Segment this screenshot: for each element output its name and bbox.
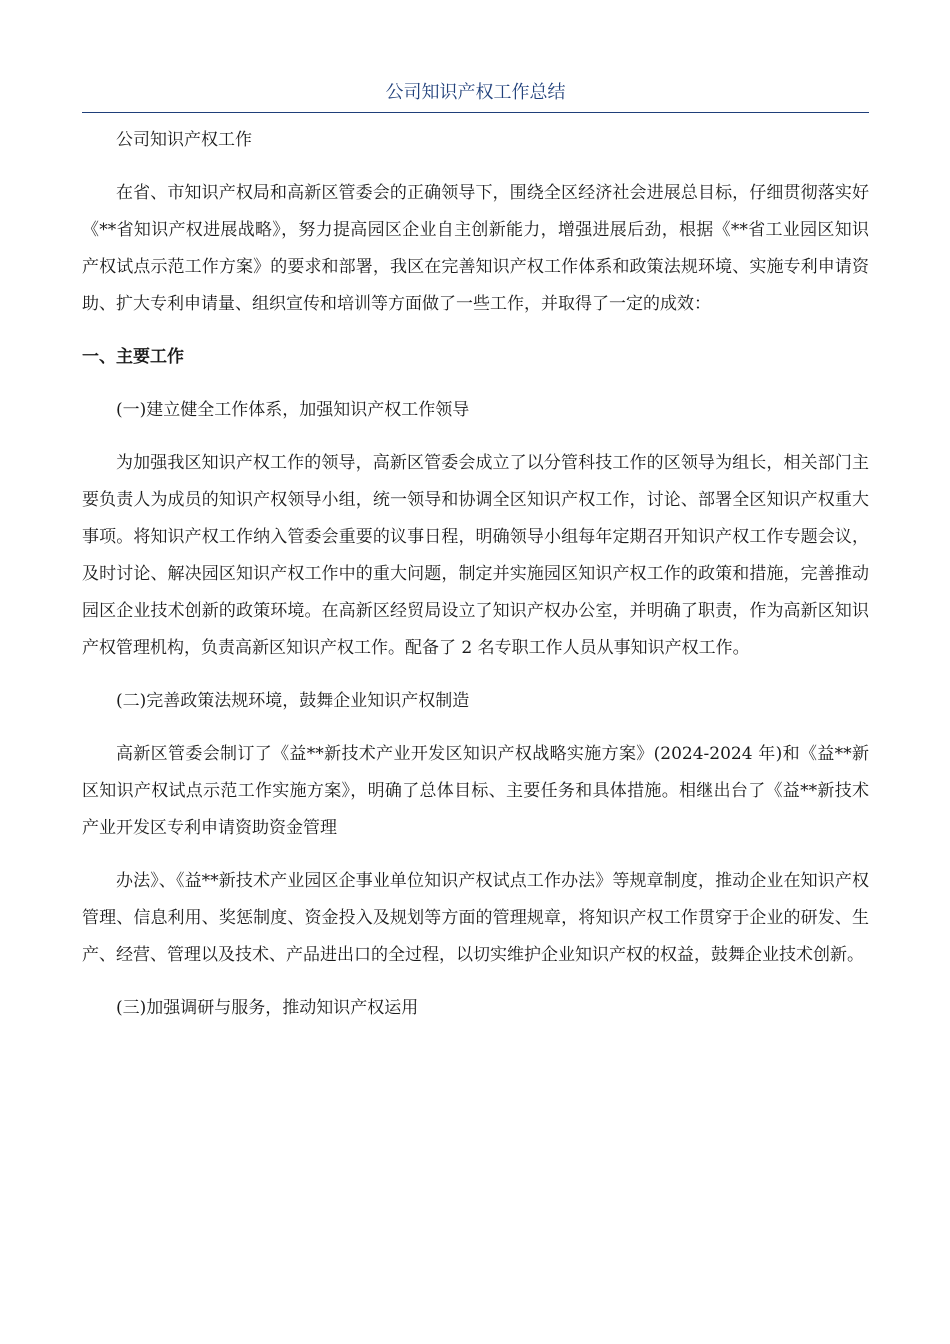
subsection-2-title: (二)完善政策法规环境，鼓舞企业知识产权制造 [116, 691, 470, 711]
subsection-1-body: 为加强我区知识产权工作的领导，高新区管委会成立了以分管科技工作的区领导为组长，相关部门主要负责人为成员的知识产权领导小组，统一领导和协调全区知识产权工作，讨论、部署全区知识产权重大事项。将知识产权工作纳入管委会重要的议事日程，明确领导小组每年定期召开知识产权工作专题会议，及时讨论、解决园区知识产权工作中的重大问题，制定并实施园区知识产权工作的政策和措施，完善推动园区企业技术创新的政策环境。在高新区经贸局设立了知识产权办公室，并明确了职责，作为高新区知识产权管理机构，负责高新区知识产权工作。配备了 2 名专职工作人员从事知识产权工作。 [82, 453, 869, 658]
subsection-1-title: (一)建立健全工作体系，加强知识产权工作领导 [116, 400, 470, 420]
document-body [82, 122, 869, 1043]
subsection-3-title: (三)加强调研与服务，推动知识产权运用 [116, 998, 419, 1018]
intro-paragraph: 在省、市知识产权局和高新区管委会的正确领导下，围绕全区经济社会进展总目标，仔细贯彻落实好《**省知识产权进展战略》，努力提高园区企业自主创新能力，增强进展后劲，根据《**省工业园区知识产权试点示范工作方案》的要求和部署，我区在完善知识产权工作体系和政策法规环境、实施专利申请资助、扩大专利申请量、组织宣传和培训等方面做了一些工作，并取得了一定的成效： [82, 183, 869, 314]
subsection-2-body-a: 高新区管委会制订了《益**新技术产业开发区知识产权战略实施方案》(2024-2024 年)和《益**新区知识产权试点示范工作实施方案》，明确了总体目标、主要任务和具体措施。相继出台了《益**新技术产业开发区专利申请资助资金管理 [82, 744, 869, 838]
subsection-2-body-b: 办法》、《益**新技术产业园区企事业单位知识产权试点工作办法》等规章制度，推动企业在知识产权管理、信息利用、奖惩制度、资金投入及规划等方面的管理规章，将知识产权工作贯穿于企业的研发、生产、经营、管理以及技术、产品进出口的全过程，以切实维护企业知识产权的权益，鼓舞企业技术创新。 [82, 871, 869, 965]
page-header-title: 公司知识产权工作总结 [82, 78, 869, 113]
section-heading-main-work: 一、主要工作 [82, 347, 184, 367]
doc-subtitle: 公司知识产权工作 [116, 130, 252, 150]
